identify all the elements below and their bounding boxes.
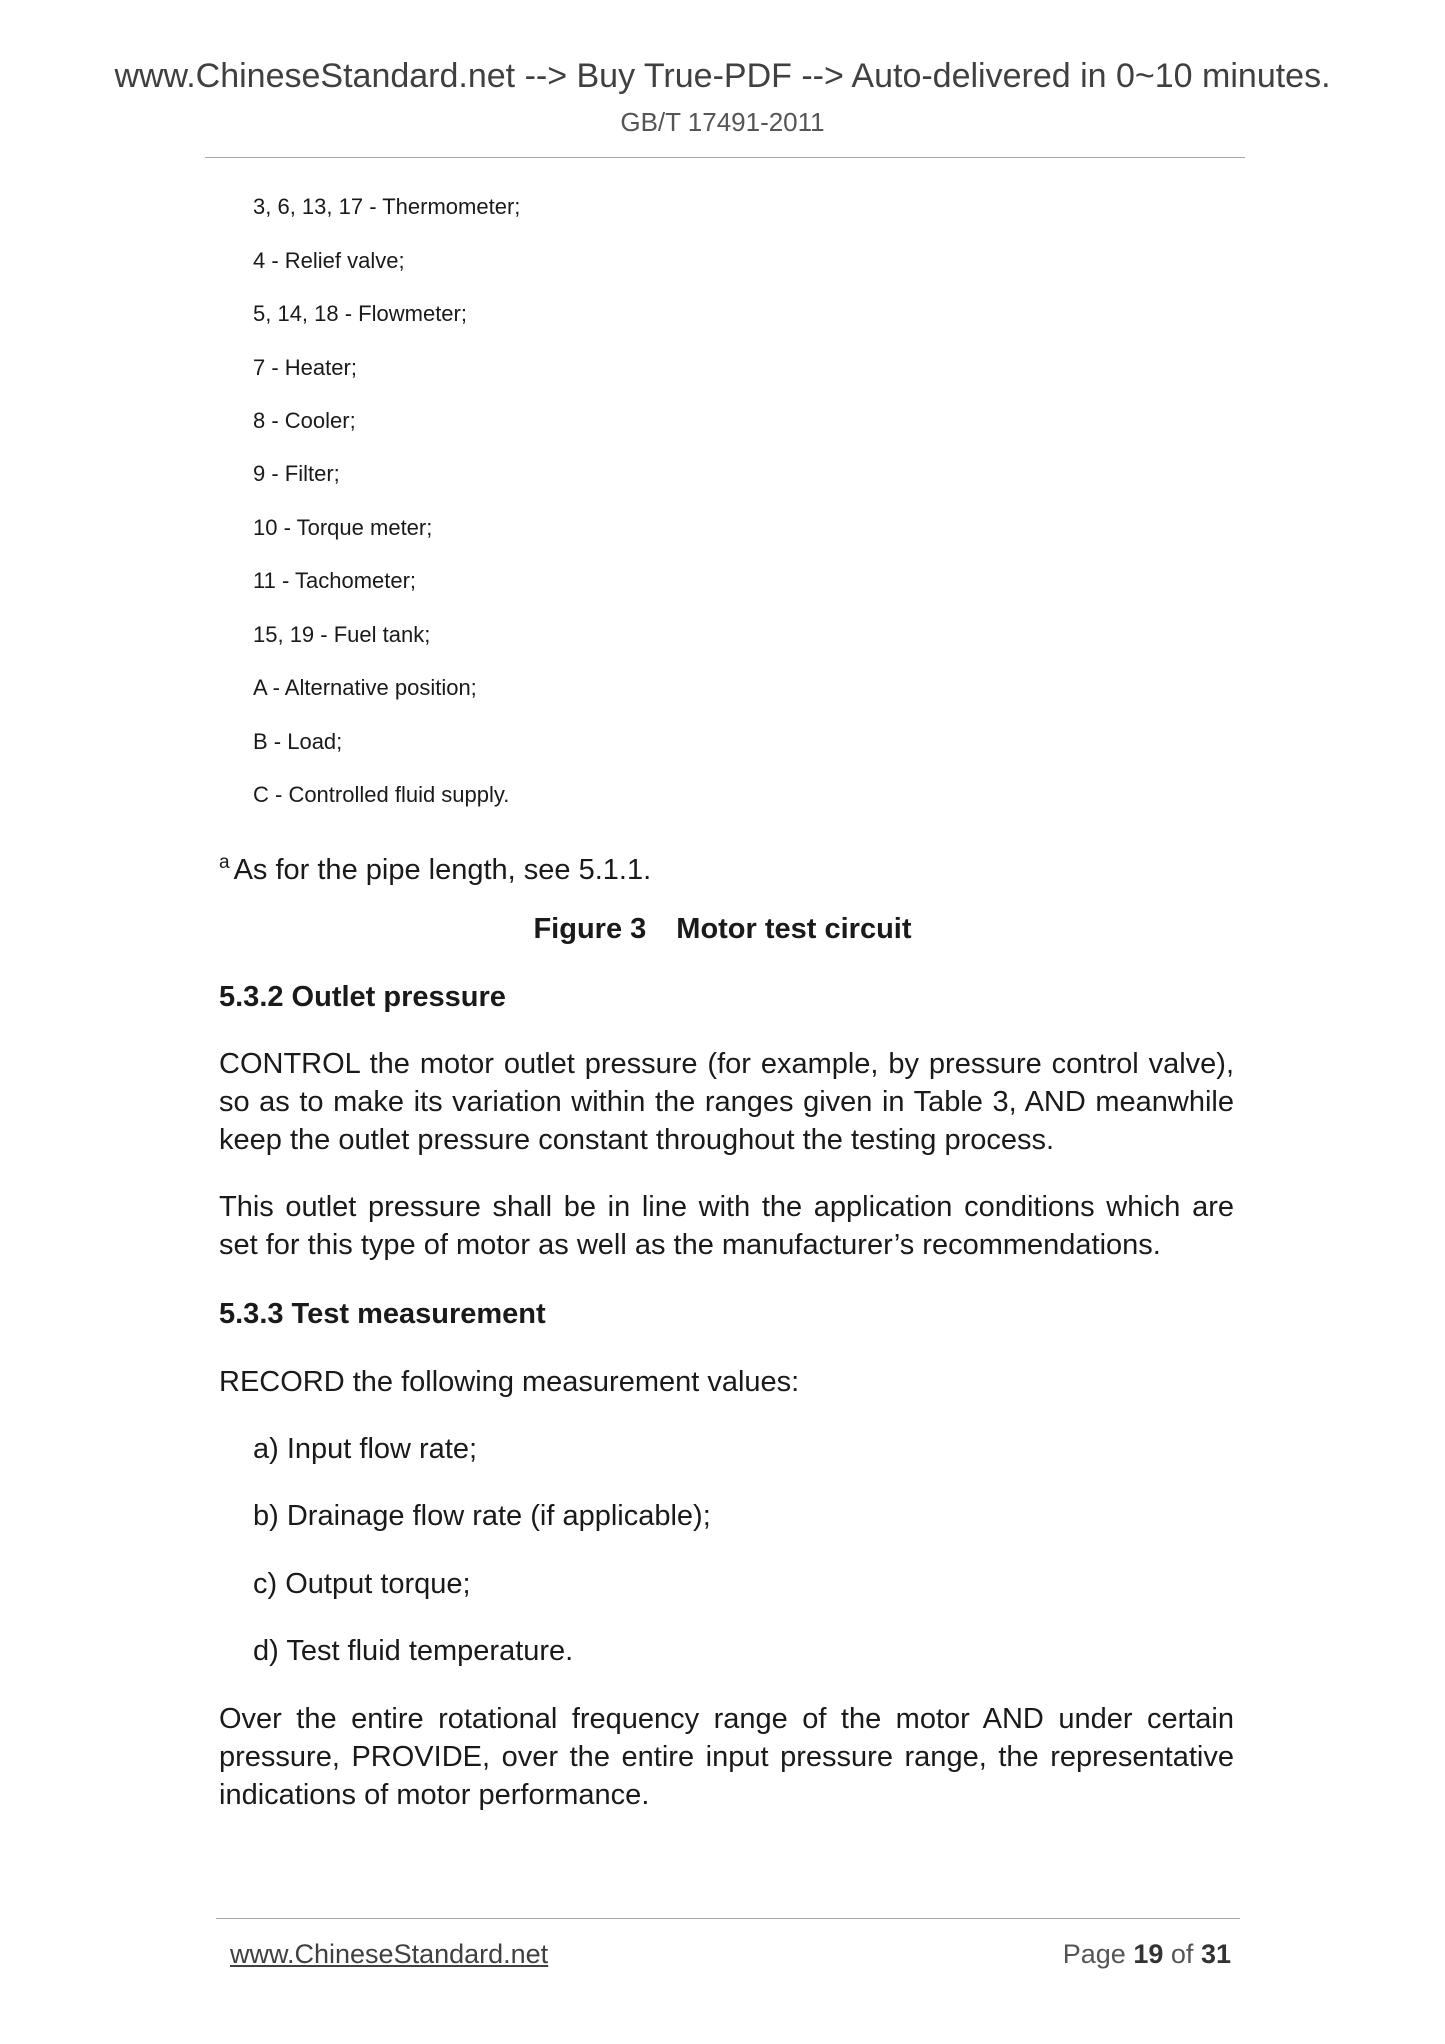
legend-item: 3, 6, 13, 17 - Thermometer; bbox=[253, 194, 521, 219]
list-item: c) Output torque; bbox=[253, 1568, 471, 1600]
legend-item: C - Controlled fluid supply. bbox=[253, 782, 510, 807]
footer-divider bbox=[216, 1918, 1240, 1919]
legend-item: 5, 14, 18 - Flowmeter; bbox=[253, 301, 467, 326]
legend-item: 4 - Relief valve; bbox=[253, 248, 405, 273]
figure-note bbox=[219, 845, 651, 888]
header-standard-code: GB/T 17491-2011 bbox=[620, 107, 825, 137]
section-heading-test-measurement: 5.3.3 Test measurement bbox=[219, 1298, 546, 1330]
legend-item: A - Alternative position; bbox=[253, 675, 477, 700]
page-of: of bbox=[1170, 1939, 1194, 1969]
legend-item: 7 - Heater; bbox=[253, 355, 357, 380]
legend-item: 8 - Cooler; bbox=[253, 408, 356, 433]
paragraph-outlet-control: CONTROL the motor outlet pressure (for example, by pressure control valve), so as to make its variation within the ranges given in Table 3, AND meanwhile keep the outlet pressure constant throughout the testing process. bbox=[219, 1048, 1234, 1156]
section-heading-outlet-pressure: 5.3.2 Outlet pressure bbox=[219, 981, 506, 1013]
legend-item: 10 - Torque meter; bbox=[253, 515, 433, 540]
figure-number: Figure 3 bbox=[533, 913, 647, 945]
paragraph-record-intro: RECORD the following measurement values: bbox=[219, 1366, 800, 1398]
page-current: 19 bbox=[1133, 1939, 1164, 1969]
legend-item: 11 - Tachometer; bbox=[253, 568, 417, 593]
legend-item: 15, 19 - Fuel tank; bbox=[253, 622, 431, 647]
header-divider bbox=[205, 157, 1245, 158]
figure-title: Motor test circuit bbox=[676, 913, 912, 945]
paragraph-performance: Over the entire rotational frequency range of the motor AND under certain pressure, PROVIDE, over the entire input pressure range, the representative indications of motor performance. bbox=[219, 1703, 1234, 1811]
header-site-banner: www.ChineseStandard.net --> Buy True-PDF --> Auto-delivered in 0~10 minutes. bbox=[114, 57, 1331, 95]
page-label: Page bbox=[1062, 1939, 1126, 1969]
note-text: As for the pipe length, see 5.1.1. bbox=[233, 854, 652, 886]
note-marker: a bbox=[219, 852, 230, 873]
page-total: 31 bbox=[1200, 1939, 1231, 1969]
legend-item: B - Load; bbox=[253, 729, 343, 754]
figure-caption bbox=[0, 911, 1445, 947]
legend-item: 9 - Filter; bbox=[253, 461, 340, 486]
footer-site-link[interactable]: www.ChineseStandard.net bbox=[230, 1939, 549, 1969]
list-item: a) Input flow rate; bbox=[253, 1433, 478, 1465]
page-indicator bbox=[1063, 1937, 1231, 1971]
paragraph-outlet-conditions: This outlet pressure shall be in line with the application conditions which are set for this type of motor as well as the manufacturer’s recommendations. bbox=[219, 1191, 1234, 1261]
list-item: b) Drainage flow rate (if applicable); bbox=[253, 1500, 711, 1532]
list-item: d) Test fluid temperature. bbox=[253, 1635, 574, 1667]
